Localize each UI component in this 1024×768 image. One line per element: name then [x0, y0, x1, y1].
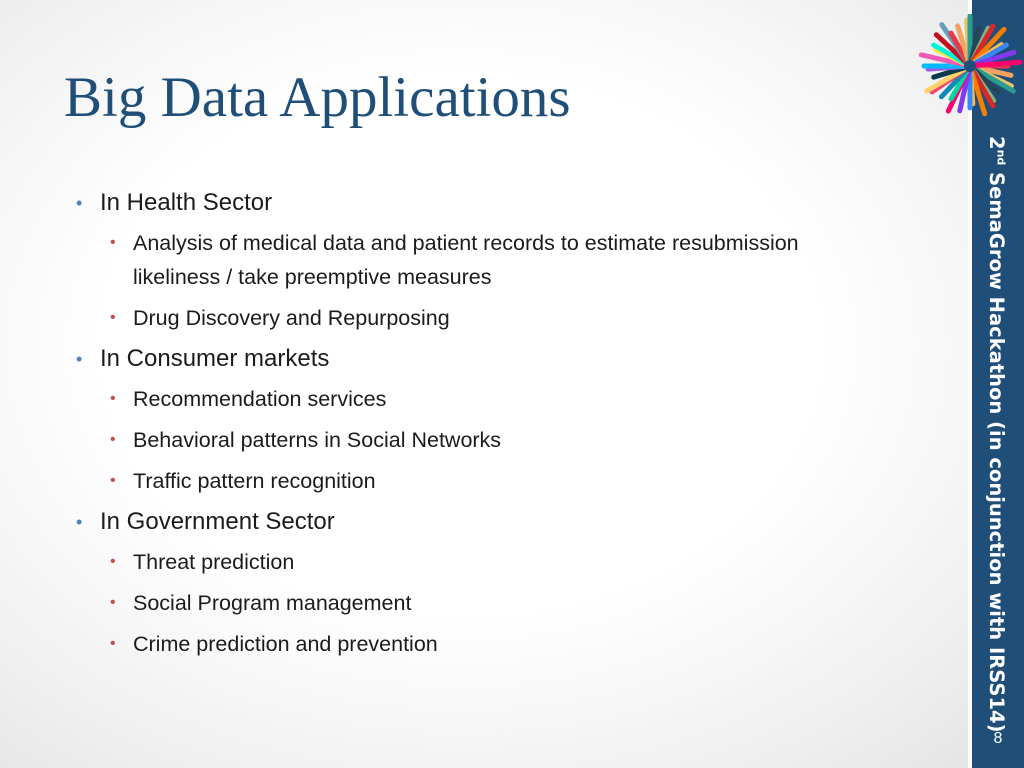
bullet-icon: • — [110, 234, 116, 251]
list-item — [110, 545, 833, 579]
bullet-icon: • — [76, 512, 83, 532]
section-health — [76, 186, 876, 220]
list-item-text: Drug Discovery and Repurposing — [133, 306, 450, 330]
section-label: In Consumer markets — [100, 345, 330, 372]
sidebar-ordinal: 2 — [984, 136, 1008, 150]
bullet-icon: • — [76, 193, 83, 213]
list-item-text: Analysis of medical data and patient records to estimate resubmission likeliness / take preemptive measures — [133, 231, 799, 289]
list-item-text: Behavioral patterns in Social Networks — [133, 428, 502, 452]
section-label: In Health Sector — [100, 189, 273, 216]
list-item — [110, 586, 833, 620]
bullet-icon: • — [110, 431, 116, 448]
slide-title: Big Data Applications — [64, 66, 571, 129]
list-item-text: Traffic pattern recognition — [133, 469, 376, 493]
section-government — [76, 505, 876, 539]
list-item — [110, 423, 833, 457]
slide-number: 8 — [993, 730, 1003, 747]
bullet-icon: • — [110, 553, 116, 570]
bullet-icon: • — [110, 390, 116, 407]
bullet-icon: • — [76, 349, 83, 369]
sidebar-caption-text: SemaGrow Hackathon (in conjunction with IRSS14) — [984, 165, 1008, 733]
bullet-icon: • — [110, 472, 116, 489]
list-item — [110, 627, 833, 661]
bullet-icon: • — [110, 309, 116, 326]
list-item-text: Social Program management — [133, 591, 412, 615]
list-item — [110, 301, 833, 335]
bullet-list — [76, 186, 876, 668]
sidebar-ordinal-suffix: nd — [994, 149, 1008, 166]
section-label: In Government Sector — [100, 508, 335, 535]
list-item-text: Crime prediction and prevention — [133, 632, 438, 656]
sidebar-caption — [984, 136, 1013, 733]
bullet-icon: • — [110, 635, 116, 652]
list-item-text: Recommendation services — [133, 387, 387, 411]
list-item-text: Threat prediction — [133, 550, 295, 574]
bullet-icon: • — [110, 594, 116, 611]
section-consumer — [76, 342, 876, 376]
list-item — [110, 464, 833, 498]
multicolor-burst-logo-icon — [918, 14, 1022, 118]
list-item — [110, 226, 833, 294]
list-item — [110, 382, 833, 416]
